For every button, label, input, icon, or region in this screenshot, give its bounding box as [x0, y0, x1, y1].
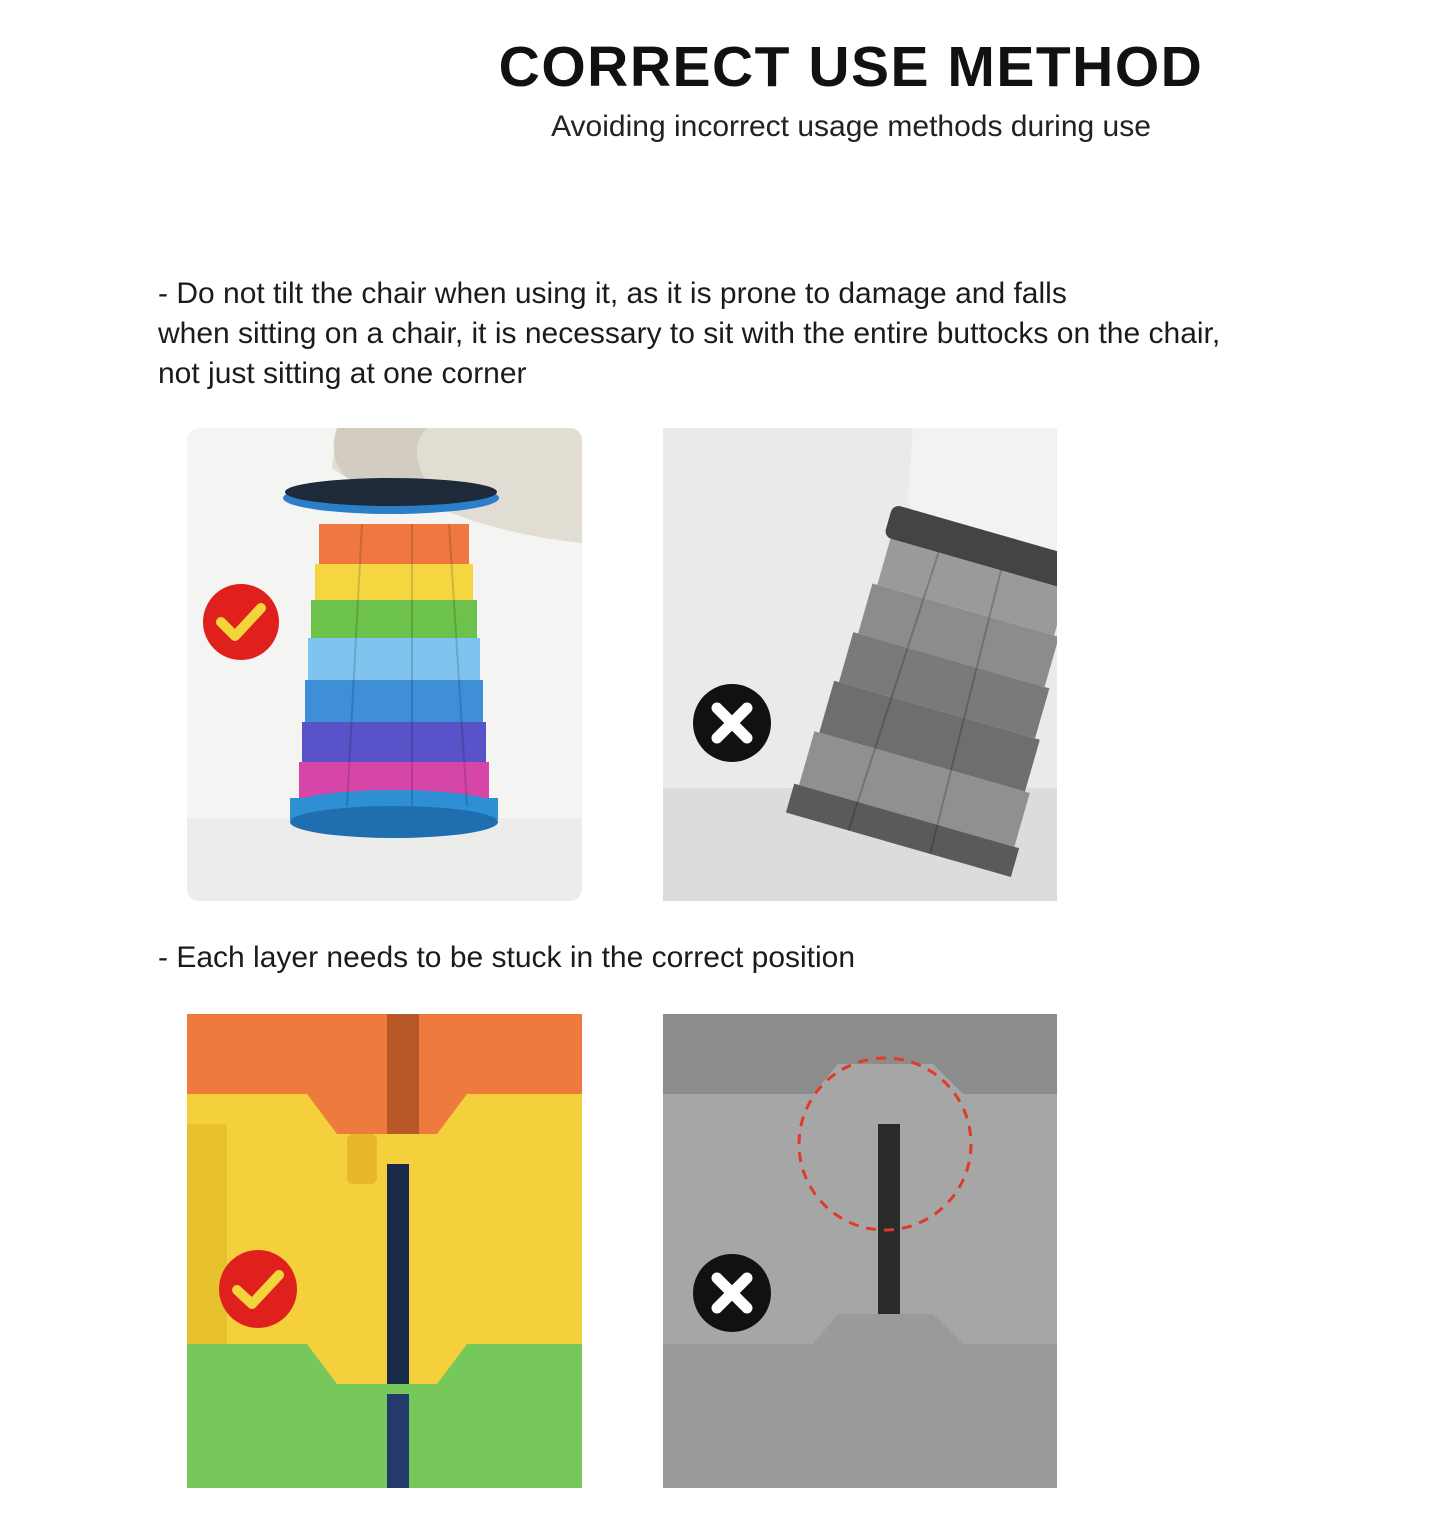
- section1-line: - Do not tilt the chair when using it, as it is prone to damage and falls: [158, 277, 1067, 310]
- section1-text: [158, 274, 1220, 394]
- section2-line: - Each layer needs to be stuck in the correct position: [158, 941, 856, 974]
- incorrect-layer-image: [663, 1014, 1057, 1488]
- cross-mark-icon: [693, 1254, 771, 1332]
- check-mark-icon: [203, 584, 279, 660]
- section1-line: when sitting on a chair, it is necessary to sit with the entire buttocks on the chair,: [158, 317, 1221, 350]
- header: [0, 34, 1432, 144]
- incorrect-sitting-image: [663, 428, 1057, 901]
- correct-sitting-image: [187, 428, 582, 901]
- section2-text: [158, 938, 855, 978]
- correct-layer-image: [187, 1014, 582, 1488]
- section1-line: not just sitting at one corner: [158, 357, 527, 390]
- check-mark-icon: [219, 1250, 297, 1328]
- cross-mark-icon: [693, 684, 771, 762]
- page-subtitle: Avoiding incorrect usage methods during use: [551, 110, 1151, 143]
- page-title: CORRECT USE METHOD: [498, 35, 1204, 99]
